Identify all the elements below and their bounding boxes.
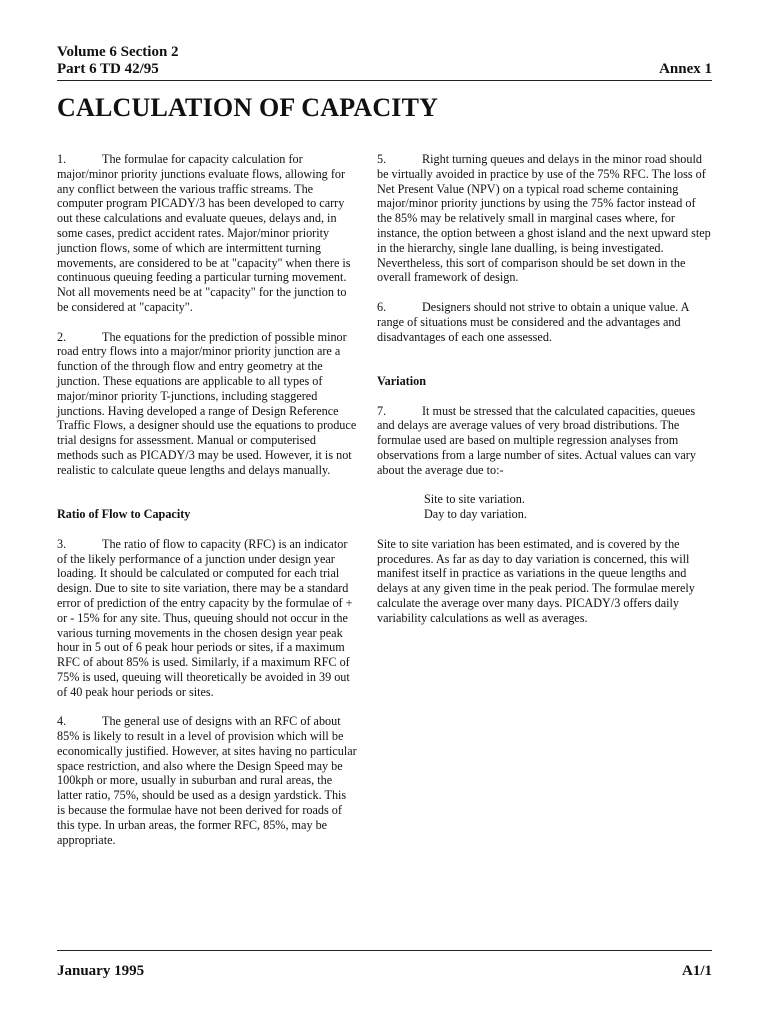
- paragraph-3: [57, 537, 357, 700]
- left-column: [57, 152, 357, 862]
- running-header: [57, 44, 179, 78]
- paragraph-text: Designers should not strive to obtain a unique value. A range of situations must be considered and the advantages and disadvantages of each one assessed.: [377, 299, 689, 344]
- paragraph-text: It must be stressed that the calculated capacities, queues and delays are average values of very broad distributions. The formulae used are based on multiple regression analyses from observations from a large number of sites. Actual values can vary about the average due to:-: [377, 403, 696, 477]
- paragraph-text: The formulae for capacity calculation for major/minor priority junctions evaluate flows, allowing for any conflict between the various traffic streams. The computer program PICADY/3 has been developed to carry out these calculations and evaluate queues, delays and, in some cases, predict accident rates. Major/minor priority junction flows, some of which are intermittent turning movements, are considered to be at "capacity" when there is continuous queuing feeding a particular turning movement. Not all movements need be at "capacity" for the junction to be considered at "capacity".: [57, 152, 351, 314]
- paragraph-number: 6.: [377, 299, 387, 314]
- footer-date: January 1995: [57, 963, 145, 979]
- section-heading-variation: Variation: [377, 373, 426, 388]
- paragraph-number: 2.: [57, 329, 67, 344]
- paragraph-8: Site to site variation has been estimated, and is covered by the procedures. As far as day to day variation is concerned, this will manifest itself in practice as variations in the queue lengths and delays at any given time in the peak period. The formulae merely calculate the average over many days. PICADY/3 offers daily variability calculations as well as averages.: [377, 536, 695, 625]
- paragraph-text: The ratio of flow to capacity (RFC) is an indicator of the likely performance of a junction under design year loading. It should be calculated or computed for each trial design. Due to site to site variation, there may be a standard error of prediction of the entry capacity by the formulae of + or - 15% for any site. Thus, queuing should not occur in the various turning movements in the chosen design year peak hour in 5 out of 6 peak hour periods or sites, if a maximum RFC of about 85% is used. Similarly, if a maximum RFC of 75% is used, queuing will theoretically be avoided in 39 out of 40 peak hour periods or sites.: [57, 536, 353, 699]
- paragraph-number: 7.: [377, 403, 387, 418]
- paragraph-5: [377, 152, 713, 285]
- footer-page-number: A1/1: [682, 963, 712, 979]
- paragraph-1: [57, 152, 357, 315]
- paragraph-text: Right turning queues and delays in the minor road should be virtually avoided in practice by use of the 75% RFC. The loss of Net Present Value (NPV) on a typical road scheme containing major/minor priority junctions by using the 75% factor instead of the 85% may be relatively small in marginal cases where, for instance, the option between a ghost island and the next upward step in the hierarchy, single lane dualling, is being investigated. Nevertheless, this sort of comparison should be set down in the overall framework of design.: [377, 152, 711, 285]
- header-divider: [57, 80, 712, 81]
- variation-list: [377, 492, 713, 522]
- paragraph-text: The equations for the prediction of possible minor road entry flows into a major/minor priority junction are a function of the through flow and entry geometry at the junction. These equations are applicable to all types of major/minor priority T-junctions, including staggered junctions. Having developed a range of Design Reference Traffic Flows, a designer should use the equations to produce trial designs for assessment. Manual or computerised methods such as PICADY/3 may be used. However, it is not realistic to calculate queue lengths and delays manually.: [57, 329, 357, 477]
- footer-divider: [57, 950, 712, 951]
- paragraph-number: 1.: [57, 152, 67, 166]
- paragraph-2: [57, 330, 357, 478]
- right-column: [377, 152, 713, 640]
- paragraph-text: The general use of designs with an RFC of about 85% is likely to result in a level of provision which will be economically justified. However, at sites having no particular space restriction, and also where the Design Speed may be 100kph or more, usually in suburban and rural areas, the latter ratio, 75%, should be used as a design yardstick. This is because the formulae have not been derived for roads of this type. In urban areas, the former RFC, 85%, may be appropriate.: [57, 714, 357, 847]
- paragraph-4: [57, 714, 357, 847]
- paragraph-number: 4.: [57, 714, 67, 729]
- spacer: [377, 359, 713, 374]
- paragraph-number: 5.: [377, 152, 387, 166]
- paragraph-7: [377, 404, 713, 478]
- section-heading-rfc: Ratio of Flow to Capacity: [57, 507, 191, 522]
- list-item: Day to day variation.: [424, 507, 527, 522]
- spacer: [57, 492, 357, 507]
- header-annex-label: Annex 1: [659, 61, 712, 77]
- paragraph-6: [377, 300, 713, 344]
- page-title: CALCULATION OF CAPACITY: [57, 93, 439, 122]
- header-part-reference: Part 6 TD 42/95: [57, 61, 159, 77]
- header-volume-section: Volume 6 Section 2: [57, 44, 179, 60]
- paragraph-number: 3.: [57, 536, 67, 551]
- list-item: Site to site variation.: [424, 492, 525, 507]
